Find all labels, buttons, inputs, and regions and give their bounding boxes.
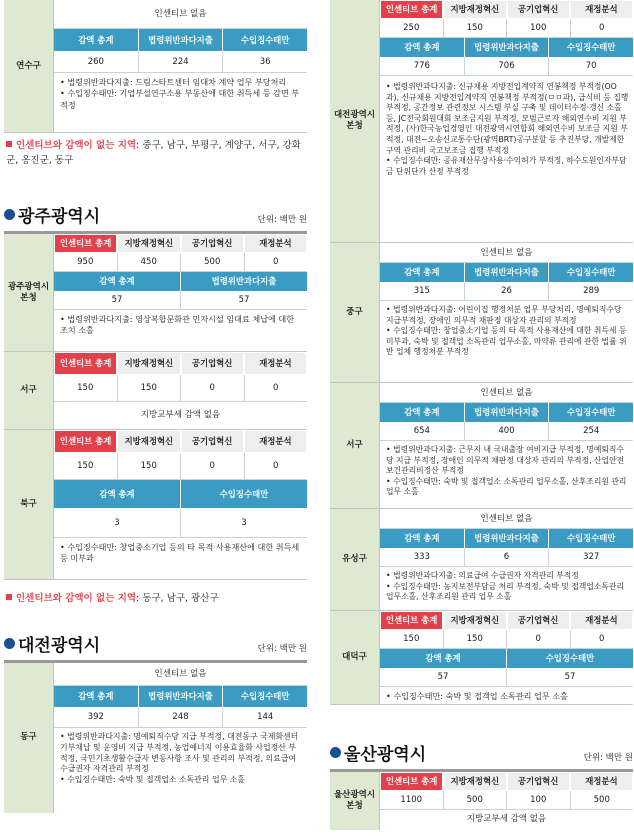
value: 3 [114,518,120,528]
no-incentive-text: 인센티브 없음 [380,509,633,529]
value: 150 [443,19,507,37]
col-fiscal-analysis: 재정분석 [245,353,306,374]
value: 1100 [400,795,423,805]
value: 654 [413,426,430,436]
value: 392 [87,711,104,722]
gwangju-main-block [4,234,307,352]
value: 150 [77,383,94,393]
incentive-values [380,791,633,810]
col-incentive-total: 인센티브 총계 [55,431,116,452]
col-fiscal-innovation: 지방재정혁신 [118,431,179,452]
col-total: 감액 총계 [78,35,114,45]
notes [380,567,633,607]
right-column [330,0,633,830]
value: 0 [244,253,308,271]
bullet-square-icon [6,594,12,600]
value: 26 [464,282,549,300]
notes [380,301,633,362]
daejeon-seo-block [330,383,633,509]
no-items-prefix: 인센티브와 감액이 없는 지역 [16,593,137,604]
col-violation: 법령위반과다지출 [138,29,223,51]
reduction-header [380,403,633,422]
incentive-header [380,772,633,791]
daejeon-section-header [4,631,307,663]
value: 500 [180,253,244,271]
value-total: 260 [87,57,104,67]
incentive-header [54,352,307,375]
region-label: 동구 [4,663,54,813]
unit-label: 단위: 백만 원 [257,215,307,225]
value: 0 [180,453,244,479]
note-item: • 수입징수태만: 기업부설연구소용 부동산에 대한 취득세 등 감면 부적정 [60,88,300,110]
section-title: 울산광역시 [344,745,427,765]
daejeon-jung-block [330,243,633,383]
col-total: 감액 총계 [404,533,440,543]
no-incentive-text: 인센티브 없음 [380,383,633,403]
value: 150 [117,375,181,401]
reduction-header [380,263,633,282]
value-violation: 224 [138,51,223,72]
reduction-header [380,649,633,668]
col-total: 감액 총계 [425,653,461,663]
note-item: • 법령위반과다지출: 의료급여 수급권자 자격관리 부적정 [386,571,579,580]
col-fiscal-innovation: 지방재정혁신 [118,353,179,374]
value: 0 [506,630,570,648]
value: 0 [180,375,244,401]
reduction-header [54,29,307,51]
value: 500 [443,791,507,809]
note-item: • 수입징수태만: 창업중소기업 등의 타 목적 사용재산에 대한 취득세 등 미부과, 숙박 및 접객업 소독관리 업무소홀, 마약류 관리에 관한 법률 위반 업체 행정처분 부적정 [386,326,627,357]
col-fiscal-analysis: 재정분석 [571,1,632,18]
section-bullet-icon [330,747,341,758]
value: 315 [413,286,430,296]
note-item: • 법령위반과다지출: 신규채용 지방전입계약직 연봉책정 부적정(OO과), 신규채용 지방전입계약직 연봉책정 부적정(ㅁㅁ과), 급식비 등 집행 부적정, 공간정보 관련정보 시스템 부실 구축 및 데이터수정·갱신 소홀 등, JC전국회원대회 보조금지원 부적정, 모범근로자 해외연수비 지원 부적정, (사)한국농업경영인 대전광역시연합회 해외연수비 보조금 지원 부적정, 대전~오송신교통수단(광역BRT)공구분할 등 추진부당, 개발제한구역 관리비 국고보조금 집행 부적정 [386,82,629,155]
value: 706 [464,57,549,75]
reduction-header [380,38,633,57]
col-fiscal-analysis: 재정분석 [245,235,306,252]
value: 150 [443,630,507,648]
col-enterprise-innovation: 공기업혁신 [182,353,243,374]
ulsan-section-header [330,740,633,772]
col-collection: 수입징수태만 [222,686,307,707]
note-item: • 법령위반과다지출: 영상복합문화관 민자시설 임대료 체납에 대한 조치 소홀 [60,314,295,336]
col-violation: 법령위반과다지출 [464,38,549,57]
value: 0 [570,630,634,648]
section-title: 대전광역시 [18,635,101,656]
col-violation: 법령위반과다지출 [138,686,223,707]
incentive-values [54,453,307,480]
daejeon-yuseong-block [330,509,633,611]
region-label: 울산광역시 본청 [330,772,380,830]
col-incentive-total: 인센티브 총계 [55,235,116,252]
region-label: 유성구 [330,509,380,610]
reduction-values [380,282,633,301]
region-label: 대전광역시 본청 [330,0,380,242]
col-violation: 법령위반과다지출 [464,403,549,422]
notes [380,76,633,181]
gwangju-buk-block [4,430,307,580]
incentive-header [380,611,633,630]
region-label: 연수구 [4,0,54,132]
col-enterprise-innovation: 공기업혁신 [182,235,243,252]
value: 100 [506,19,570,37]
note-item: • 법령위반과다지출: 근무지 내 국내출장 여비지급 부적정, 명예퇴직수당 지급 부적정, 장애인 의무적 채판정 대상자 관리의 부적정, 산업안전보건관리비정산 부적정 [386,445,625,476]
value: 150 [403,634,420,644]
note-item: • 법령위반과다지출: 드림스타트센터 임대차 계약 업무 부당처리 [60,77,287,87]
value: 254 [548,422,633,440]
region-label: 북구 [4,430,54,579]
col-enterprise-innovation: 공기업혁신 [508,612,569,629]
value: 289 [548,282,633,300]
col-violation: 법령위반과다지출 [464,263,549,282]
col-incentive-total: 인센티브 총계 [381,773,442,790]
incentive-values [54,375,307,402]
no-reduction-text: 지방교부세 감액 없음 [466,814,547,824]
note-item: • 법령위반과다지출: 명예퇴직수당 지급 부적정, 대전동구 국제화센터 기부채납 및 운영비 지급 부적정, 농업예너지 이용효율화 사업정산 부적정, 국민기초생활수급자 변동사항 조사 및 관리의 부적정, 의료급여수급권자 자격관리 부적정 [60,731,299,774]
value: 57 [180,291,307,309]
col-total: 감액 총계 [404,42,440,52]
col-violation: 법령위반과다지출 [180,272,307,291]
daejeon-main-block [330,0,633,243]
incentive-values [380,630,633,649]
no-items-gwangju [4,592,307,607]
value: 57 [111,295,123,305]
section-bullet-icon [4,638,15,649]
col-fiscal-analysis: 재정분석 [571,612,632,629]
value: 950 [77,257,94,267]
no-items-incheon [4,139,307,175]
gwangju-seo-block [4,352,307,430]
no-incentive-text: 인센티브 없음 [54,663,307,686]
col-fiscal-innovation: 지방재정혁신 [444,773,505,790]
daejeon-daedeok-block [330,611,633,705]
value: 776 [413,61,430,71]
reduction-values [54,508,307,538]
col-collection: 수입징수태만 [548,529,633,548]
value: 150 [77,461,94,471]
note-item: • 수입징수태만: 공유재산무상사용·수익허가 부적정, 하수도원인자부담금 단위단가 산정 부적정 [386,156,627,176]
col-incentive-total: 인센티브 총계 [381,612,442,629]
col-violation: 법령위반과다지출 [464,529,549,548]
region-label: 대덕구 [330,611,380,704]
value: 0 [244,453,308,479]
notes [54,310,307,341]
value: 57 [437,672,449,682]
reduction-values [380,668,633,687]
bullet-square-icon [6,141,12,147]
value: 3 [180,508,307,537]
notes [54,73,307,115]
value: 333 [413,552,430,562]
section-title: 광주광역시 [18,207,101,227]
notes [380,687,633,706]
col-enterprise-innovation: 공기업혁신 [508,773,569,790]
incentive-values [380,19,633,38]
no-items-list: : 동구, 남구, 광산구 [136,593,219,604]
reduction-header [54,686,307,707]
col-collection: 수입징수태만 [180,480,307,508]
reduction-values [54,291,307,310]
no-items-prefix: 인센티브와 감액이 없는 지역 [16,140,137,151]
region-label: 광주광역시 본청 [4,234,54,351]
section-bullet-icon [4,209,15,220]
daejeon-dong-block [4,663,307,813]
no-reduction-text: 지방교부세 감액 없음 [140,410,221,420]
left-column [4,0,307,813]
incentive-header [54,234,307,253]
region-label: 서구 [330,383,380,508]
note-item: • 수입징수태만: 숙박 및 접객업 소독관리 업무 소홀 [386,691,568,701]
reduction-header [54,272,307,291]
col-collection: 수입징수태만 [222,29,307,51]
value: 0 [244,375,308,401]
value: 327 [548,548,633,566]
col-total: 감액 총계 [404,407,440,417]
note-item: • 수입징수태만: 숙박 및 접객업소 소독관리 업무소홀, 산후조리원 관리 업무 소홀 [386,476,627,497]
yeonsu-block [4,0,307,133]
col-total: 감액 총계 [78,690,114,701]
value-collection: 36 [222,51,307,72]
unit-label: 단위: 백만 원 [257,643,307,654]
col-fiscal-innovation: 지방재정혁신 [444,612,505,629]
col-collection: 수입징수태만 [548,403,633,422]
note-item: • 법령위반과다지출: 어린이집 행정처분 업무 부당처리, 명예퇴직수당 지급부적정, 장애인 의무적 채판정 대상자 관리의 부적정 [386,305,622,325]
col-enterprise-innovation: 공기업혁신 [182,431,243,452]
no-incentive-text: 인센티브 없음 [380,243,633,263]
value: 57 [506,668,633,686]
reduction-values [54,51,307,73]
reduction-values [54,707,307,728]
no-items-list: : 중구, 남구, 부평구, 계양구, 서구, 강화군, 옹진군, 동구 [6,140,301,166]
col-total: 감액 총계 [99,489,135,499]
value: 500 [570,791,634,809]
gwangju-section-header [4,202,307,234]
col-total: 감액 총계 [404,267,440,277]
note-item: • 수입징수태만: 농지보전부담금 처리 부적정, 숙박 및 접객업소독관리 업무소홀, 산후조리원 관리 업무 소홀 [386,581,624,602]
col-collection: 수입징수태만 [548,38,633,57]
region-label: 중구 [330,243,380,382]
value: 100 [506,791,570,809]
note-item: • 수입징수태만: 숙박 및 접객업소 소독관리 업무 소홀 [60,775,245,785]
col-incentive-total: 인센티브 총계 [55,353,116,374]
value: 248 [138,707,223,727]
value: 150 [117,453,181,479]
col-incentive-total: 인센티브 총계 [381,1,442,18]
note-item: • 수입징수태만: 창업중소기업 등의 타 목적 사용재산에 대한 취득세 등 미부과 [60,542,300,564]
col-collection: 수입징수태만 [506,649,633,668]
col-collection: 수입징수태만 [548,263,633,282]
col-fiscal-innovation: 지방재정혁신 [118,235,179,252]
value: 0 [570,19,634,37]
region-label: 서구 [4,352,54,429]
reduction-values [380,548,633,567]
unit-label: 단위: 백만 원 [583,753,633,763]
incentive-values [54,253,307,272]
col-fiscal-innovation: 지방재정혁신 [444,1,505,18]
value: 250 [403,23,420,33]
col-total: 감액 총계 [99,276,135,286]
incentive-header [380,0,633,19]
col-fiscal-analysis: 재정분석 [571,773,632,790]
value: 450 [117,253,181,271]
col-fiscal-analysis: 재정분석 [245,431,306,452]
value: 144 [222,707,307,727]
value: 6 [464,548,549,566]
notes [54,728,307,791]
incentive-header [54,430,307,453]
notes [54,538,307,569]
notes [380,441,633,502]
ulsan-main-block [330,772,633,830]
value: 70 [548,57,633,75]
value: 400 [464,422,549,440]
col-enterprise-innovation: 공기업혁신 [508,1,569,18]
reduction-header [54,480,307,508]
reduction-values [380,422,633,441]
reduction-header [380,529,633,548]
no-incentive-text: 인센티브 없음 [54,0,307,29]
reduction-values [380,57,633,76]
